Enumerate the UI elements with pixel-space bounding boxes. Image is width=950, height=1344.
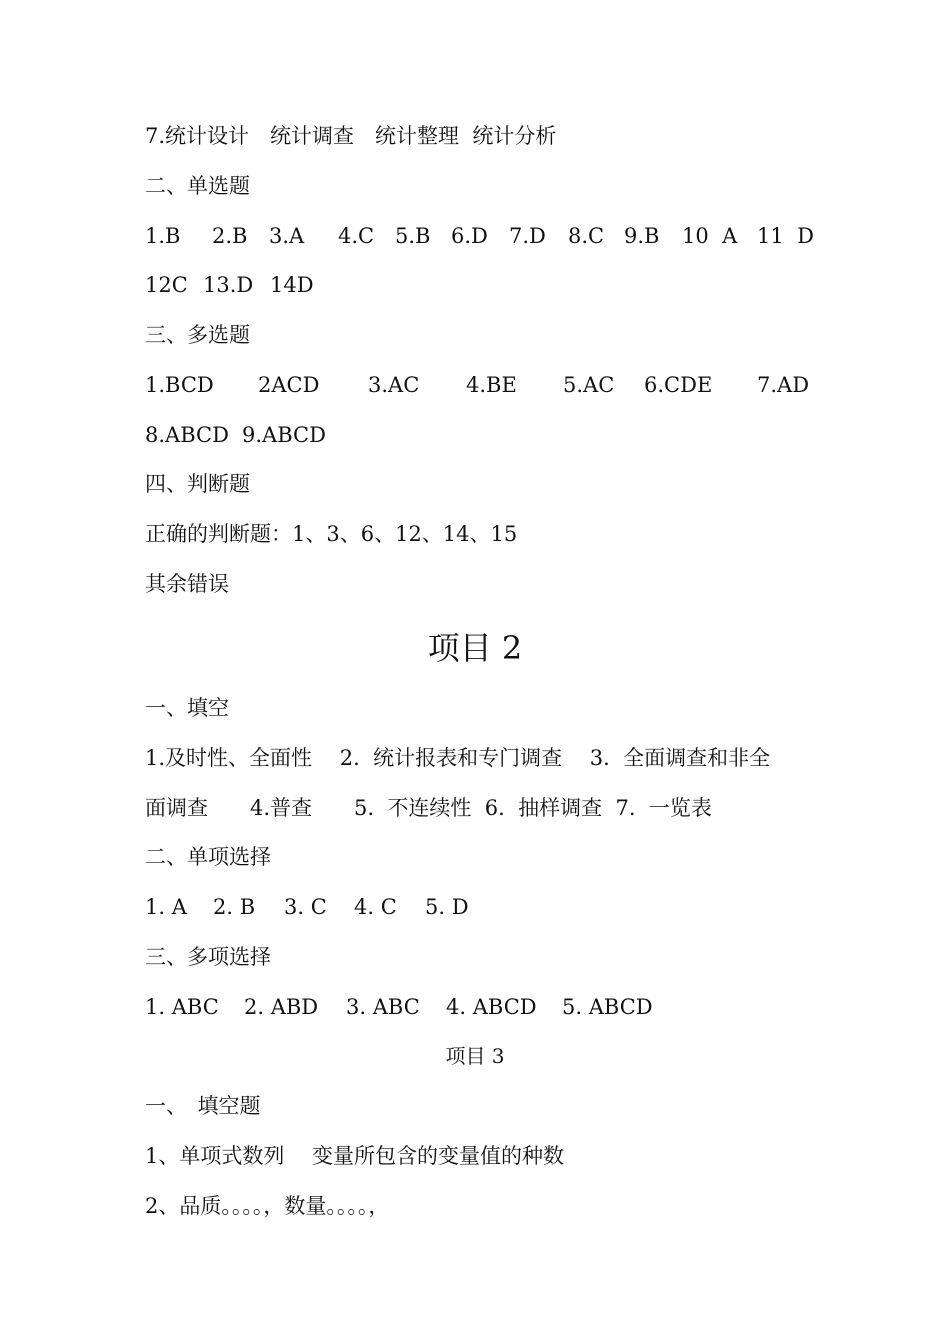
p2-single-heading: 二、单项选择: [145, 845, 271, 869]
answer-item: 5.B: [395, 224, 431, 248]
multi-choice-heading: 三、多选题: [145, 323, 250, 347]
answer-item: 6.D: [451, 224, 488, 248]
answer-item: 1. ABC: [145, 995, 219, 1019]
answer-item: 14D: [270, 273, 314, 297]
answer-item: 5.AC: [563, 373, 615, 397]
answer-item: 4.BE: [466, 373, 517, 397]
answer-item: 1. A: [145, 895, 187, 919]
answer-item: 7.AD: [757, 373, 810, 397]
answer-item: 10 A: [682, 224, 738, 248]
answer-item: 3.A: [269, 224, 305, 248]
answer-item: 11 D: [757, 224, 814, 248]
judgment-rest-note: 其余错误: [145, 572, 229, 596]
judgment-heading: 四、判断题: [145, 472, 250, 496]
judgment-correct-list: 正确的判断题：1、3、6、12、14、15: [145, 522, 518, 546]
answer-item: 12C: [145, 273, 188, 297]
p3-item-2: 2、品质。。。。，数量。。。。，: [145, 1194, 390, 1218]
p2-fill-line-1: 1.及时性、全面性 2. 统计报表和专门调查 3. 全面调查和非全: [145, 746, 771, 770]
p3-fill-heading: 一、 填空题: [145, 1094, 261, 1118]
answer-item: 2.B: [212, 224, 248, 248]
p3-item-1: 1、单项式数列 变量所包含的变量值的种数: [145, 1144, 565, 1168]
p2-fill-heading: 一、填空: [145, 696, 229, 720]
answer-item: 4.C: [338, 224, 375, 248]
answer-item: 2. ABD: [244, 995, 319, 1019]
p2-fill-line-2: 面调查 4.普查 5. 不连续性 6. 抽样调查 7. 一览表: [145, 796, 712, 820]
answer-item: 8.C: [568, 224, 605, 248]
answer-item: 5. D: [425, 895, 469, 919]
single-choice-heading: 二、单选题: [145, 174, 250, 198]
answer-item: 4. ABCD: [446, 995, 537, 1019]
answer-item: 6.CDE: [644, 373, 713, 397]
line-7-stat-process: 7.统计设计 统计调查 统计整理 统计分析: [145, 124, 557, 148]
answer-item: 1.BCD: [145, 373, 214, 397]
multi-choice-answers-row1: [145, 371, 815, 399]
answer-item: 8.ABCD: [145, 423, 229, 447]
p2-single-answers: [145, 893, 545, 921]
project-3-title: 项目 3: [445, 1044, 505, 1068]
answer-item: 3.AC: [368, 373, 420, 397]
answer-item: 7.D: [509, 224, 546, 248]
p2-multi-heading: 三、多项选择: [145, 945, 271, 969]
multi-choice-answers-row2: [145, 421, 445, 449]
answer-item: 4. C: [354, 895, 397, 919]
p2-multi-answers: [145, 993, 705, 1021]
answer-item: 2. B: [213, 895, 256, 919]
project-2-title: 项目 2: [427, 629, 523, 667]
answer-item: 3. ABC: [346, 995, 420, 1019]
single-choice-answers-row1: [145, 222, 815, 250]
answer-item: 2ACD: [258, 373, 320, 397]
answer-item: 13.D: [203, 273, 254, 297]
answer-item: 9.ABCD: [242, 423, 326, 447]
answer-item: 5. ABCD: [562, 995, 653, 1019]
answer-item: 3. C: [284, 895, 327, 919]
answer-item: 1.B: [145, 224, 181, 248]
answer-item: 9.B: [624, 224, 660, 248]
single-choice-answers-row2: [145, 271, 445, 299]
